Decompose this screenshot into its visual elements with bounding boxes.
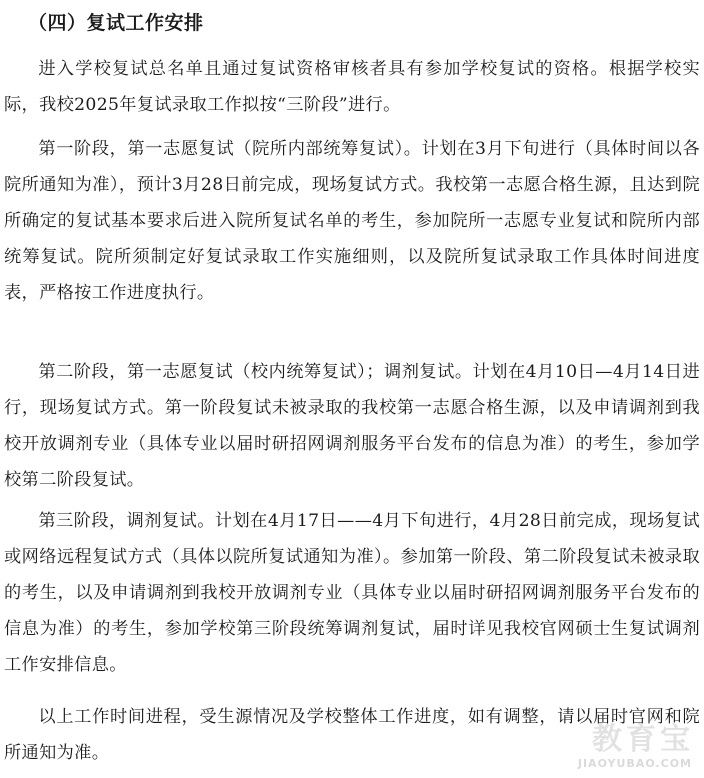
paragraph-stage-three: 第三阶段，调剂复试。计划在4月17日——4月下旬进行，4月28日前完成，现场复试或网络远程复试方式（具体以院所复试通知为准）。参加第一阶段、第二阶段复试未被录取的考生，以及申请调剂到我校开放调剂专业（具体专业以届时研招网调剂服务平台发布的信息为准）的考生，参加学校第三阶段统筹调剂复试，届时详见我校官网硕士生复试调剂工作安排信息。 (4, 511, 700, 675)
paragraph-closing-note: 以上工作时间进程，受生源情况及学校整体工作进度，如有调整，请以届时官网和院所通知为准。 (4, 707, 700, 763)
paragraph-intro: 进入学校复试总名单且通过复试资格审核者具有参加学校复试的资格。根据学校实际，我校2025年复试录取工作拟按“三阶段”进行。 (4, 59, 700, 115)
watermark-url-text: JIAOYUBAO.COM (577, 757, 692, 770)
watermark-logo-text: 教育宝 (592, 722, 694, 757)
section-heading: （四）复试工作安排 (28, 12, 204, 34)
site-watermark (546, 714, 696, 772)
paragraph-stage-one: 第一阶段，第一志愿复试（院所内部统筹复试）。计划在3月下旬进行（具体时间以各院所通知为准），预计3月28日前完成，现场复试方式。我校第一志愿合格生源，且达到院所确定的复试基本要求后进入院所复试名单的考生，参加院所一志愿专业复试和院所内部统筹复试。院所须制定好复试录取工作实施细则，以及院所复试录取工作具体时间进度表，严格按工作进度执行。 (4, 139, 700, 303)
paragraph-stage-two: 第二阶段，第一志愿复试（校内统筹复试）；调剂复试。计划在4月10日—4月14日进行，现场复试方式。第一阶段复试未被录取的我校第一志愿合格生源，以及申请调剂到我校开放调剂专业（具体专业以届时研招网调剂服务平台发布的信息为准）的考生，参加学校第二阶段复试。 (4, 362, 700, 490)
